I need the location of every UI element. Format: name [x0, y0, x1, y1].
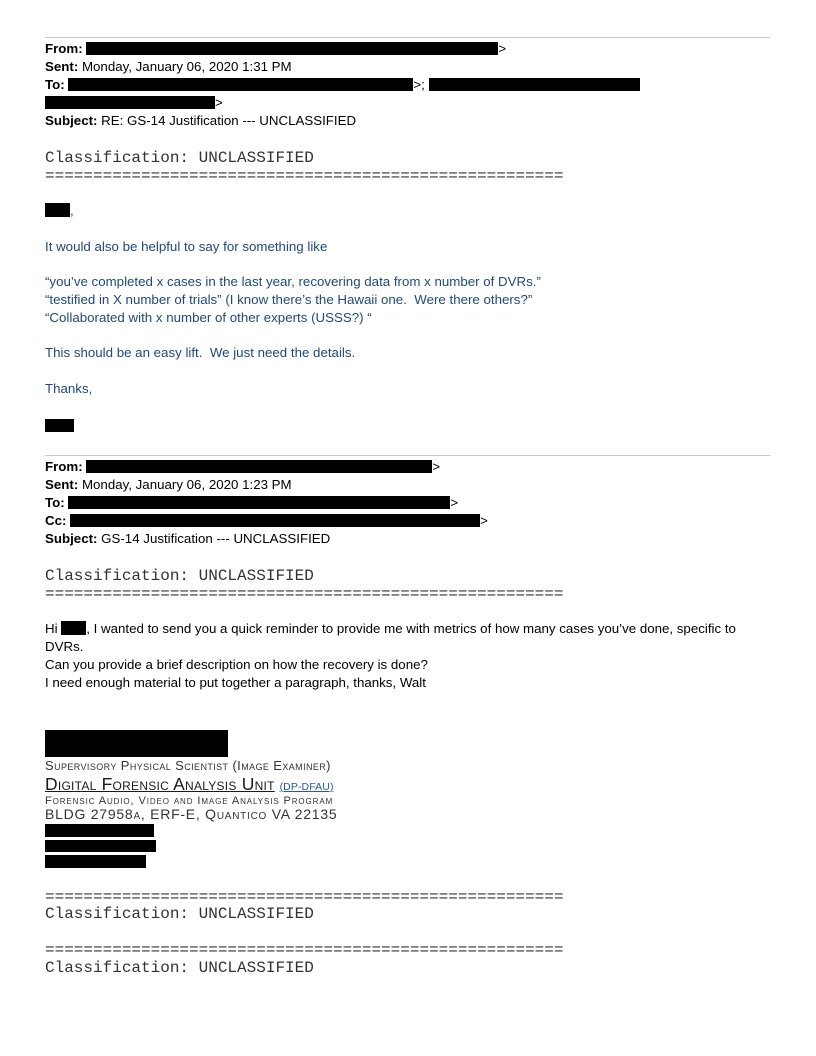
- redacted-contact-line-2: [45, 840, 156, 852]
- redacted-recipient-name: [61, 621, 86, 635]
- redacted-from-address: [86, 460, 432, 473]
- footer-classification-banner: Classification: UNCLASSIFIED: [45, 905, 314, 923]
- original-body-line: DVRs.: [45, 639, 84, 654]
- original-body-line: Can you provide a brief description on how the recovery is done?: [45, 657, 428, 672]
- redacted-to-address-2: [429, 78, 640, 91]
- subject-text: RE: GS-14 Justification --- UNCLASSIFIED: [101, 113, 357, 128]
- original-header-divider: [45, 455, 770, 456]
- redacted-signature-name: [45, 730, 228, 757]
- signature-unit-line: [45, 774, 334, 797]
- subject-label: Subject:: [45, 113, 98, 128]
- footer-classification-banner: Classification: UNCLASSIFIED: [45, 959, 314, 977]
- redacted-contact-line-1: [45, 824, 154, 837]
- redacted-contact-line-3: [45, 855, 146, 868]
- to-address-suffix: >: [215, 95, 223, 110]
- from-address-suffix: >: [498, 41, 507, 56]
- sent-date: Monday, January 06, 2020 1:31 PM: [81, 59, 292, 74]
- signature-job-title: Supervisory Physical Scientist (Image Examiner): [45, 758, 331, 773]
- greeting-text: Hi: [45, 621, 58, 636]
- from-label: From:: [45, 41, 83, 56]
- from-label: From:: [45, 459, 83, 474]
- cc-label: Cc:: [45, 513, 67, 528]
- reply-sent-line: [45, 58, 292, 76]
- original-classification-divider: ======================================================: [45, 585, 564, 603]
- to-address-suffix: >: [450, 495, 459, 510]
- reply-to-line: [45, 76, 640, 94]
- footer-classification-divider: ======================================================: [45, 888, 564, 906]
- redacted-from-address: [86, 42, 498, 55]
- reply-signature-line: [45, 417, 74, 435]
- cc-address-suffix: >: [480, 513, 488, 528]
- reply-to-continuation-line: [45, 94, 223, 112]
- sent-label: Sent:: [45, 59, 79, 74]
- to-label: To:: [45, 495, 65, 510]
- to-address-separator: >;: [413, 77, 425, 92]
- subject-text: GS-14 Justification --- UNCLASSIFIED: [101, 531, 331, 546]
- original-body-line: I need enough material to put together a paragraph, thanks, Walt: [45, 675, 426, 690]
- signature-address: BLDG 27958a, ERF-E, Quantico VA 22135: [45, 806, 338, 822]
- original-from-line: [45, 458, 440, 476]
- original-greeting-line: [45, 620, 736, 638]
- greeting-punctuation: ,: [70, 203, 74, 218]
- redacted-sender-name: [45, 419, 74, 432]
- reply-body-line: “you’ve completed x cases in the last year, recovering data from x number of DVRs.”: [45, 274, 541, 289]
- redacted-to-address-1: [68, 78, 413, 91]
- reply-classification-banner: Classification: UNCLASSIFIED: [45, 149, 314, 167]
- sent-date: Monday, January 06, 2020 1:23 PM: [81, 477, 292, 492]
- body-text: , I wanted to send you a quick reminder to provide me with metrics of how many cases you’ve done, specific to: [86, 621, 736, 636]
- from-address-suffix: >: [432, 459, 441, 474]
- reply-body-line: “Collaborated with x number of other experts (USSS?) “: [45, 310, 372, 325]
- redacted-to-address-3: [45, 96, 215, 109]
- original-cc-line: [45, 512, 488, 530]
- reply-body-line: “testified in X number of trials” (I know there’s the Hawaii one. Were there others?”: [45, 292, 533, 307]
- reply-greeting-line: [45, 202, 74, 220]
- unit-code-link[interactable]: (DP-DFAU): [279, 781, 334, 793]
- reply-body-line: It would also be helpful to say for something like: [45, 239, 328, 254]
- reply-classification-divider: ======================================================: [45, 167, 564, 185]
- redacted-to-address: [68, 496, 450, 509]
- to-label: To:: [45, 77, 65, 92]
- original-sent-line: [45, 476, 292, 494]
- footer-classification-divider: ======================================================: [45, 941, 564, 959]
- original-to-line: [45, 494, 458, 512]
- reply-subject-line: [45, 112, 356, 130]
- subject-label: Subject:: [45, 531, 98, 546]
- original-classification-banner: Classification: UNCLASSIFIED: [45, 567, 314, 585]
- original-subject-line: [45, 530, 330, 548]
- reply-body-line: This should be an easy lift. We just need the details.: [45, 345, 356, 360]
- sent-label: Sent:: [45, 477, 79, 492]
- reply-from-line: [45, 40, 506, 58]
- redacted-cc-address: [70, 514, 480, 527]
- reply-header-divider: [45, 37, 770, 38]
- redacted-greeting-name: [45, 203, 70, 217]
- signature-unit-name: Digital Forensic Analysis Unit: [45, 774, 275, 794]
- reply-sign-off: Thanks,: [45, 381, 93, 396]
- signature-program: Forensic Audio, Video and Image Analysis Program: [45, 795, 334, 807]
